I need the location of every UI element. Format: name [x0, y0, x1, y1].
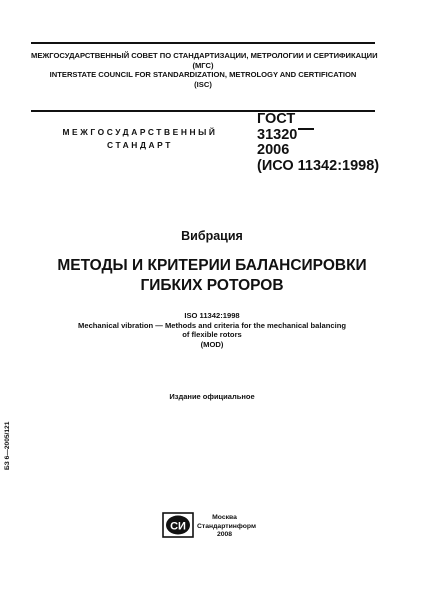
council-en-name: INTERSTATE COUNCIL FOR STANDARDIZATION, METROLOGY AND CERTIFICATION: [49, 70, 357, 80]
council-header: [31, 51, 378, 89]
standard-type: [60, 126, 220, 152]
publisher-logo-icon: [162, 512, 194, 538]
edition-note: Издание официальное: [169, 392, 255, 401]
publisher-block: [197, 514, 256, 540]
gost-number-row: [257, 128, 379, 144]
side-code-text: БЗ 6—2005/121: [4, 421, 11, 470]
iso-reference: [0, 311, 424, 349]
gost-year: 2006: [257, 142, 290, 158]
title-line2: ГИБКИХ РОТОРОВ: [140, 276, 284, 294]
gost-label: ГОСТ: [257, 111, 296, 127]
iso-title-line2: of flexible rotors: [182, 330, 242, 340]
gost-number: 31320: [257, 126, 298, 143]
publisher-name: Стандартинформ: [197, 522, 256, 530]
standard-type-line1: МЕЖГОСУДАРСТВЕННЫЙ: [62, 127, 218, 137]
iso-code: ISO 11342:1998: [184, 311, 240, 320]
council-ru-abbr: (МГС): [192, 60, 214, 70]
subject-heading: Вибрация: [181, 229, 243, 243]
gost-iso-ref: (ИСО 11342:1998): [257, 157, 380, 174]
publisher-year: 2008: [216, 531, 233, 539]
standard-type-line2: СТАНДАРТ: [107, 140, 173, 150]
top-rule: [31, 42, 375, 44]
council-ru-name: МЕЖГОСУДАРСТВЕННЫЙ СОВЕТ ПО СТАНДАРТИЗАЦИИ, МЕТРОЛОГИИ И СЕРТИФИКАЦИИ: [31, 51, 378, 60]
gost-dash: [298, 128, 314, 130]
iso-mod: (MOD): [200, 339, 224, 349]
gost-designation: [257, 112, 379, 174]
iso-title-line1: Mechanical vibration — Methods and criteria for the mechanical balancing: [78, 320, 346, 330]
title-line1: МЕТОДЫ И КРИТЕРИИ БАЛАНСИРОВКИ: [57, 257, 367, 274]
publisher-city: Москва: [212, 514, 237, 521]
document-title: [0, 256, 424, 295]
council-en-abbr: (ISC): [194, 79, 212, 89]
logo-letters: СИ: [170, 520, 186, 533]
